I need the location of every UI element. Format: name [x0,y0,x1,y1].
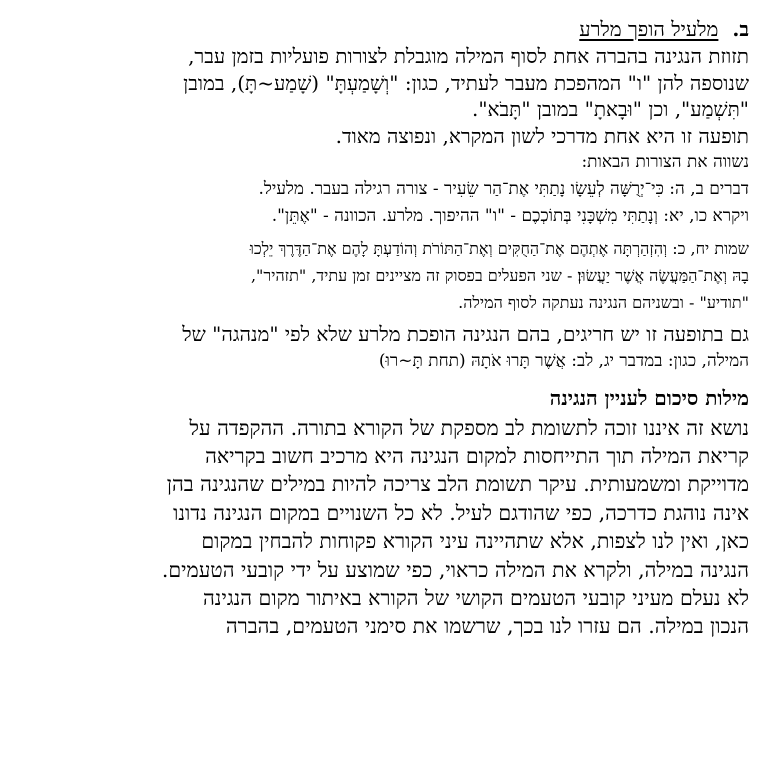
exceptions-line: גם בתופעה זו יש חריגים, בהם הנגינה הופכת מלרע שלא לפי "מנהגה" של [182,322,749,346]
summary-paragraph [16,414,749,641]
compare-line: נשווה את הצורות הבאות: [581,152,749,172]
exceptions-line: המילה, כגון: במדבר יג, לב: אֲשֶׁר תָּרוּ אֹתָהּ (תחת תָּ~רוּ) [378,350,749,371]
section-letter: ב. [732,17,749,41]
intro-line: תזוזת הנגינה בהברה אחת לסוף המילה מוגבלת לצורות פועליות בזמן עבר, [188,44,749,68]
summary-line: כאן, ואין לנו לצפות, אלא שתהיינה עיני הקורא פקוחות להבחין במקום [201,529,749,554]
phenomenon-line: תופעה זו היא אחת מדרכי לשון המקרא, ונפוצה מאוד. [335,123,749,148]
summary-line: לא נעלם מעיני קובעי הטעמים הקושי של הקורא באיתור מקום הנגינה [202,585,749,610]
summary-line: אינה נוהגת כדרכה, כפי שהודגם לעיל. לא כל השנויים במקום הנגינה נדונו [173,500,749,525]
document-page [16,16,749,641]
section-heading [16,16,749,43]
shemot-line: שמות יח, כ: וְהִזְהַרְתָּה אֶתְהֶם אֶת־הַחֻקִּים וְאֶת־הַתּוֹרֹת וְהוֹדַעְתָּ לָהֶם אֶת־הַדֶּרֶךְ יֵלְכוּ [249,239,749,258]
shemot-line: "תודיע" - ובשניהם הנגינה נעתקה לסוף המילה. [458,293,749,312]
intro-paragraph [16,43,749,123]
example-leviticus: ויקרא כו, יא: וְנָתַתִּי מִשְׁכָּנִי בְּתוֹכְכֶם - "ו" ההיפוך. מלרע. הכוונה - "אֶתֵּן". [271,206,749,226]
summary-heading: מילות סיכום לעניין הנגינה [549,385,749,410]
summary-line: הנכון במילה. הם עזרו לנו בכך, שרשמו את סימני הטעמים, בהברה [225,614,749,639]
exceptions-paragraph [16,321,749,375]
phenomenon-paragraph [16,123,749,150]
summary-line: נושא זה איננו זוכה לתשומת לב מספקת של הקורא בתורה. ההקפדה על [189,415,749,440]
example-deuteronomy: דברים ב, ה: כִּי־יְרֻשָּׁה לְעֵשָׂו נָתַתִּי אֶת־הַר שֵׂעִיר - צורה רגילה בעבר. מלעיל. [258,179,749,199]
intro-line: "תִּשְׁמַע", וכן "וּבָאתָ" במובן "תָּבֹא". [471,97,749,121]
intro-line: שנוספה להן "ו" המהפכת מעבר לעתיד, כגון: "וְשָׁמַעְתָּ" (שָׁמַע~תָּ), במובן [183,70,749,95]
shemot-paragraph [16,235,749,316]
section-title: מלעיל הופך מלרע [579,17,719,41]
summary-line: מדוייקת ומשמעותית. עיקר תשומת הלב צריכה להיות במילים שהנגינה בהן [166,472,749,497]
compare-paragraph [16,149,749,176]
summary-line: הנגינה במילה, ולקרא את המילה כראוי, כפי שמוצע על ידי קובעי הטעמים. [161,557,749,582]
examples-block [16,176,749,230]
shemot-line: בָהּ וְאֶת־הַמַּעֲשֶׂה אֲשֶׁר יַעֲשׂוּן׃ - שני הפעלים בפסוק זה מציינים זמן עתיד, "תזהיר", [250,266,749,285]
summary-line: קריאת המילה תוך התייחסות למקום הנגינה היא מרכיב חשוב בקריאה [205,443,749,468]
